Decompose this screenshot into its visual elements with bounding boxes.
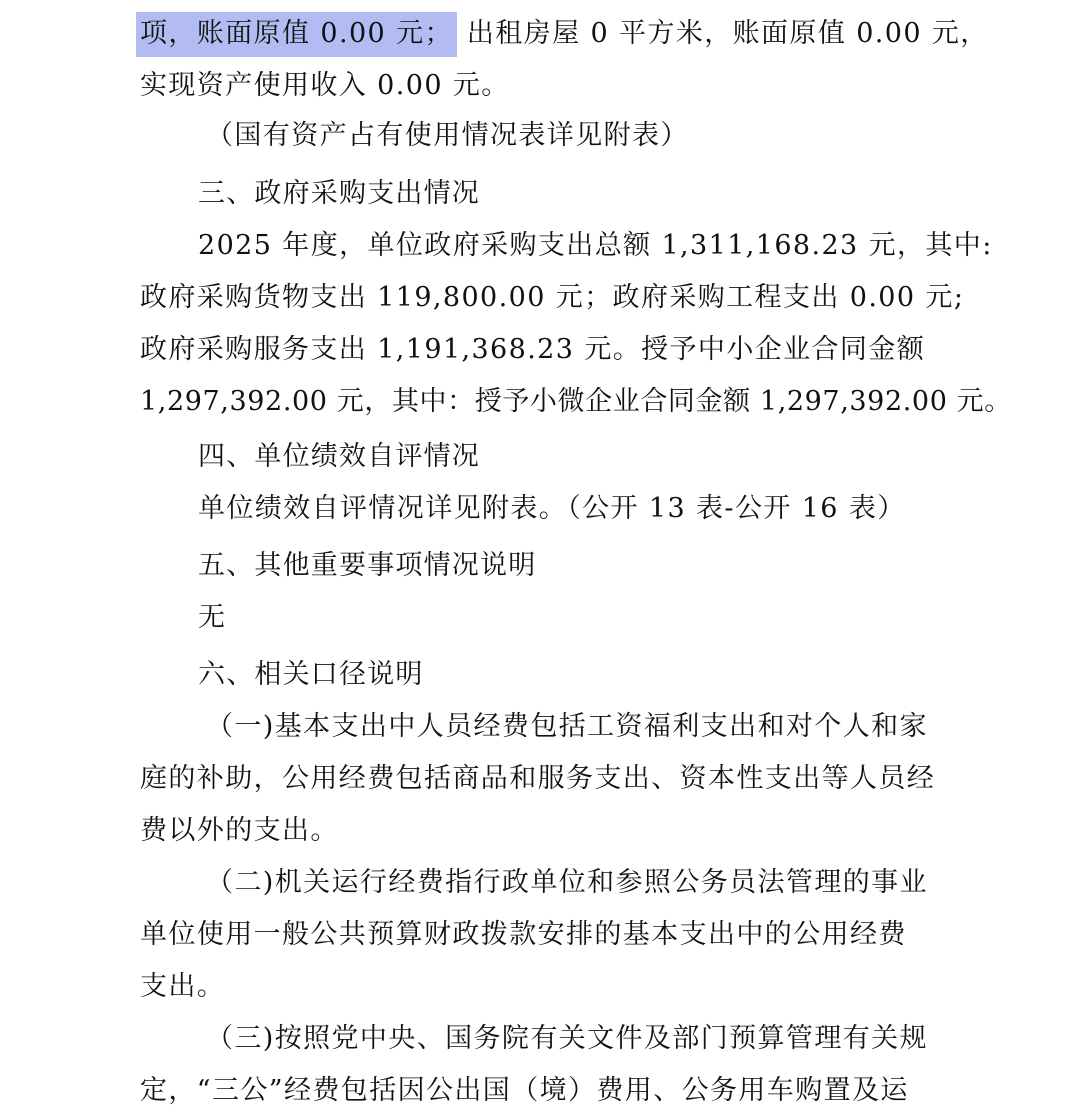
- text-selection-highlight[interactable]: 项，账面原值 0.00 元；: [136, 12, 457, 57]
- paragraph-text: 出租房屋 0 平方米，账面原值 0.00 元，: [456, 18, 989, 49]
- section-heading-other-matters: 五、其他重要事项情况说明: [198, 550, 537, 581]
- paragraph-line-definition-3b: 定，“三公”经费包括因公出国（境）费用、公务用车购置及运: [140, 1075, 909, 1106]
- paragraph-line-definition-2a: （二)机关运行经费指行政单位和参照公务员法管理的事业: [206, 867, 928, 898]
- paragraph-line-definition-2b: 单位使用一般公共预算财政拨款安排的基本支出中的公用经费: [140, 919, 907, 950]
- paragraph-line-definition-2c: 支出。: [140, 971, 226, 1002]
- paragraph-line-procurement-goods: 政府采购货物支出 119,800.00 元；政府采购工程支出 0.00 元;: [140, 282, 965, 313]
- paragraph-line-definition-1a: （一)基本支出中人员经费包括工资福利支出和对个人和家: [206, 711, 928, 742]
- paragraph-line-definition-1c: 费以外的支出。: [140, 815, 339, 846]
- paragraph-line-performance: 单位绩效自评情况详见附表。（公开 13 表-公开 16 表）: [198, 493, 906, 524]
- section-heading-procurement: 三、政府采购支出情况: [198, 178, 480, 209]
- section-heading-performance: 四、单位绩效自评情况: [198, 441, 480, 472]
- paragraph-line-definition-1b: 庭的补助，公用经费包括商品和服务支出、资本性支出等人员经: [140, 763, 936, 794]
- paragraph-line-none: 无: [198, 602, 227, 633]
- paragraph-line-procurement-sme: 1,297,392.00 元，其中：授予小微企业合同金额 1,297,392.00 元。: [140, 386, 1012, 417]
- paragraph-line-assets-note: （国有资产占有使用情况表详见附表）: [206, 120, 689, 151]
- paragraph-line-assets-value: [140, 14, 989, 54]
- paragraph-line-procurement-services: 政府采购服务支出 1,191,368.23 元。授予中小企业合同金额: [140, 334, 926, 365]
- section-heading-definitions: 六、相关口径说明: [198, 659, 424, 690]
- paragraph-line-definition-3a: （三)按照党中央、国务院有关文件及部门预算管理有关规: [206, 1023, 928, 1054]
- paragraph-line-assets-income: 实现资产使用收入 0.00 元。: [140, 70, 510, 101]
- paragraph-line-procurement-total: 2025 年度，单位政府采购支出总额 1,311,168.23 元，其中:: [198, 230, 993, 261]
